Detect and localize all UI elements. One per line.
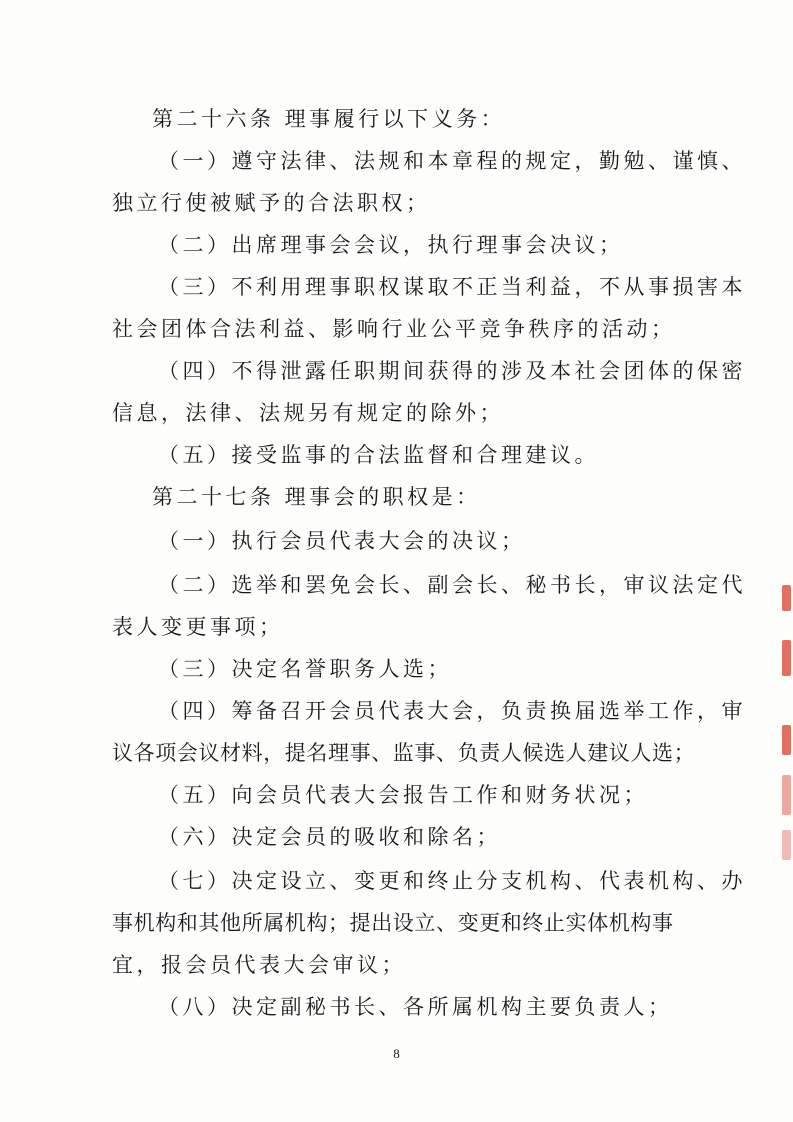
text-line: （五）接受监事的合法监督和合理建议。 [158,443,599,467]
text-line: 宜，报会员代表大会审议； [112,953,406,977]
text-line: （八）决定副秘书长、各所属机构主要负责人； [158,995,673,1019]
page-number: 8 [393,1046,400,1061]
text-line: （三）决定名誉职务人选； [158,657,452,681]
seal-fragment [782,775,791,815]
text-line: （三）不利用理事职权谋取不正当利益，不从事损害本 [158,275,746,299]
text-line: （二）出席理事会会议，执行理事会决议； [158,233,624,257]
seal-fragment [782,585,791,611]
text-line: （七）决定设立、变更和终止分支机构、代表机构、办 [158,869,746,893]
seal-fragment [782,640,791,676]
text-line: 独立行使被赋予的合法职权； [112,191,431,215]
article-27-heading: 第二十七条 理事会的职权是： [152,485,481,509]
seal-fragment [782,725,791,755]
text-line: （五）向会员代表大会报告工作和财务状况； [158,783,648,807]
text-line: （六）决定会员的吸收和除名； [158,825,501,849]
text-line: 议各项会议材料，提名理事、监事、负责人候选人建议人选； [112,741,696,765]
article-26-heading: 第二十六条 理事履行以下义务： [152,107,506,131]
text-line: （一）执行会员代表大会的决议； [158,529,526,553]
text-line: 信息，法律、法规另有规定的除外； [112,401,504,425]
text-line: （二）选举和罢免会长、副会长、秘书长，审议法定代 [158,573,746,597]
text-line: 事机构和其他所属机构；提出设立、变更和终止实体机构事 [112,911,674,935]
text-line: （一）遵守法律、法规和本章程的规定，勤勉、谨慎、 [158,149,746,173]
seal-edge-marks [773,0,793,1122]
text-line: 表人变更事项； [112,615,284,639]
text-line: 社会团体合法利益、影响行业公平竞争秩序的活动； [112,317,676,341]
text-line: （四）不得泄露任职期间获得的涉及本社会团体的保密 [158,359,746,383]
text-line: （四）筹备召开会员代表大会，负责换届选举工作，审 [158,699,746,723]
seal-fragment [782,830,791,860]
